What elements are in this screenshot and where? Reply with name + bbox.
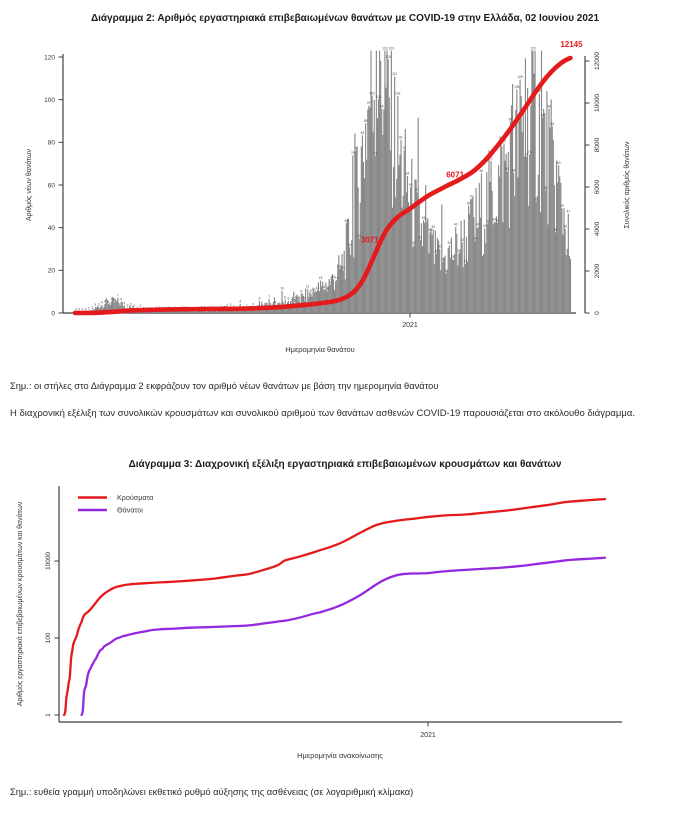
- paragraph-intro-chart3: Η διαχρονική εξέλιξη των συνολικών κρουσμάτων και συνολικού αριθμού των θανάτων ασθενών COVID-19 παρουσιάζεται στο ακόλουθο διάγραμμα.: [10, 408, 636, 419]
- svg-text:40: 40: [476, 222, 480, 227]
- svg-text:1: 1: [194, 307, 196, 312]
- svg-text:15: 15: [318, 276, 323, 281]
- svg-text:1: 1: [162, 307, 164, 311]
- svg-text:6: 6: [303, 296, 306, 301]
- svg-text:1: 1: [155, 306, 158, 311]
- svg-text:0: 0: [78, 307, 81, 312]
- svg-text:3: 3: [94, 302, 97, 307]
- svg-text:89: 89: [363, 118, 368, 123]
- svg-text:4: 4: [104, 299, 106, 304]
- svg-text:5: 5: [293, 298, 296, 303]
- svg-text:10000: 10000: [45, 551, 52, 571]
- svg-text:2: 2: [223, 305, 225, 310]
- svg-text:6: 6: [297, 296, 299, 301]
- svg-text:20: 20: [47, 267, 55, 275]
- note-chart3: Σημ.: ευθεία γραμμή υποδηλώνει εκθετικό ρυθμό αύξησης της ασθένειας (σε λογαριθμική κλίμακα): [10, 787, 414, 797]
- svg-text:10: 10: [280, 286, 284, 291]
- svg-text:Συνολικός αριθμός θανάτων: Συνολικός αριθμός θανάτων: [624, 141, 631, 229]
- svg-text:15: 15: [334, 275, 339, 280]
- svg-text:28: 28: [434, 249, 439, 254]
- svg-text:34: 34: [418, 235, 423, 240]
- svg-text:1: 1: [178, 306, 180, 311]
- svg-text:Ημερομηνία θανάτου: Ημερομηνία θανάτου: [285, 345, 355, 354]
- svg-text:19: 19: [444, 269, 448, 274]
- svg-text:111: 111: [392, 72, 398, 77]
- svg-text:40: 40: [47, 224, 55, 232]
- svg-text:3: 3: [252, 302, 254, 307]
- svg-text:1: 1: [165, 306, 168, 311]
- svg-text:74: 74: [351, 151, 355, 156]
- svg-text:64: 64: [405, 171, 410, 176]
- svg-text:42: 42: [495, 218, 500, 223]
- svg-text:0: 0: [51, 310, 55, 318]
- svg-text:32: 32: [412, 240, 416, 245]
- svg-text:76: 76: [402, 146, 406, 150]
- svg-text:1: 1: [45, 713, 52, 717]
- svg-text:100: 100: [44, 96, 55, 104]
- svg-text:0: 0: [81, 307, 84, 312]
- svg-text:38: 38: [428, 228, 432, 233]
- svg-text:69: 69: [556, 161, 561, 166]
- svg-text:Αριθμός νέων θανάτων: Αριθμός νέων θανάτων: [26, 149, 33, 221]
- svg-text:34: 34: [473, 236, 477, 241]
- svg-text:1: 1: [152, 307, 155, 312]
- svg-text:1: 1: [213, 305, 216, 310]
- svg-text:1: 1: [255, 305, 258, 310]
- svg-text:4: 4: [107, 299, 110, 304]
- svg-text:1: 1: [158, 306, 161, 310]
- svg-text:2: 2: [242, 305, 245, 310]
- svg-text:2021: 2021: [420, 732, 436, 739]
- svg-text:81: 81: [498, 136, 503, 140]
- svg-text:12000: 12000: [594, 51, 601, 71]
- svg-text:2: 2: [139, 303, 142, 308]
- svg-text:35: 35: [357, 234, 361, 239]
- svg-text:102: 102: [369, 91, 375, 96]
- svg-text:1: 1: [210, 305, 213, 310]
- svg-text:21: 21: [338, 264, 342, 269]
- svg-text:80: 80: [47, 139, 55, 147]
- svg-text:2: 2: [133, 303, 135, 308]
- svg-text:5: 5: [120, 297, 122, 302]
- svg-text:4: 4: [274, 300, 277, 305]
- svg-text:5: 5: [290, 298, 293, 303]
- svg-text:59: 59: [408, 182, 413, 187]
- svg-text:6: 6: [258, 296, 261, 301]
- svg-text:Ημερομηνία ανακοίνωσης: Ημερομηνία ανακοίνωσης: [297, 751, 383, 760]
- svg-text:2: 2: [245, 304, 248, 309]
- svg-text:43: 43: [492, 217, 497, 222]
- svg-text:92: 92: [540, 113, 545, 118]
- svg-text:76: 76: [354, 146, 358, 151]
- svg-text:11: 11: [306, 284, 310, 289]
- svg-text:6000: 6000: [594, 179, 601, 195]
- svg-text:3: 3: [265, 302, 267, 307]
- svg-text:7: 7: [268, 294, 270, 299]
- svg-text:39: 39: [431, 224, 435, 229]
- svg-text:1: 1: [181, 305, 184, 310]
- chart2-title: Διάγραμμα 2: Αριθμός εργαστηριακά επιβεβαιωμένων θανάτων με COVID-19 στην Ελλάδα, 02 Ιουνίου 2021: [90, 13, 600, 24]
- svg-text:52: 52: [534, 197, 538, 202]
- svg-text:88: 88: [550, 121, 554, 126]
- svg-text:53: 53: [470, 194, 474, 199]
- svg-text:42: 42: [486, 219, 490, 224]
- svg-text:105: 105: [514, 85, 520, 90]
- svg-text:4: 4: [239, 299, 241, 304]
- svg-text:42: 42: [344, 218, 349, 223]
- svg-text:1: 1: [187, 306, 190, 311]
- svg-text:1: 1: [168, 305, 171, 310]
- svg-text:2: 2: [126, 303, 129, 308]
- svg-text:0: 0: [84, 307, 87, 312]
- svg-text:30: 30: [437, 244, 442, 249]
- svg-text:1: 1: [203, 305, 206, 310]
- svg-text:1: 1: [236, 306, 238, 310]
- svg-text:74: 74: [527, 150, 532, 154]
- svg-text:3: 3: [229, 303, 232, 307]
- svg-text:73: 73: [524, 152, 529, 157]
- svg-text:109: 109: [517, 75, 523, 80]
- svg-text:0: 0: [594, 311, 601, 315]
- svg-text:Αριθμός εργαστηριακά επιβεβαιω: Αριθμός εργαστηριακά επιβεβαιωμένων κρουσμάτων και θανάτων: [17, 501, 24, 707]
- svg-text:2: 2: [261, 304, 264, 309]
- svg-text:95: 95: [521, 106, 526, 111]
- svg-text:90: 90: [508, 117, 513, 122]
- svg-text:2: 2: [219, 304, 222, 309]
- svg-text:119: 119: [385, 54, 391, 59]
- svg-text:1: 1: [174, 306, 177, 310]
- svg-text:74: 74: [373, 151, 378, 156]
- svg-text:1: 1: [142, 306, 145, 311]
- svg-text:81: 81: [399, 135, 403, 140]
- svg-text:11: 11: [315, 285, 320, 290]
- svg-text:1: 1: [191, 307, 193, 312]
- svg-text:25: 25: [450, 255, 455, 260]
- svg-text:71: 71: [489, 156, 493, 161]
- svg-text:97: 97: [367, 101, 371, 106]
- chart3-title: Διάγραμμα 3: Διαχρονική εξέλιξη εργαστηριακά επιβεβαιωμένων κρουσμάτων και θανάτων: [128, 459, 562, 470]
- svg-text:5: 5: [110, 297, 113, 301]
- svg-text:1: 1: [149, 306, 151, 311]
- svg-text:Θάνατοι: Θάνατοι: [117, 505, 143, 515]
- svg-text:2: 2: [248, 305, 251, 310]
- svg-text:50: 50: [466, 201, 471, 206]
- svg-text:96: 96: [379, 104, 384, 109]
- svg-text:1: 1: [171, 306, 174, 311]
- svg-text:3: 3: [129, 302, 132, 307]
- svg-text:96: 96: [547, 104, 551, 109]
- svg-text:100: 100: [375, 94, 382, 99]
- svg-text:6: 6: [287, 296, 290, 301]
- svg-text:123: 123: [382, 46, 388, 51]
- svg-text:38: 38: [553, 228, 558, 233]
- svg-text:123: 123: [530, 46, 536, 51]
- svg-text:57: 57: [415, 188, 419, 192]
- svg-text:100: 100: [45, 632, 52, 644]
- svg-text:0: 0: [75, 307, 77, 312]
- svg-text:2: 2: [232, 304, 235, 309]
- svg-text:4000: 4000: [594, 221, 601, 237]
- svg-text:1: 1: [207, 306, 209, 310]
- svg-text:9: 9: [310, 289, 312, 294]
- svg-text:1: 1: [146, 306, 148, 311]
- svg-text:1: 1: [91, 306, 94, 311]
- svg-text:40: 40: [482, 224, 487, 229]
- svg-text:58: 58: [544, 186, 548, 190]
- svg-text:3: 3: [97, 302, 100, 307]
- svg-text:43: 43: [421, 216, 426, 220]
- svg-text:28: 28: [457, 249, 461, 254]
- svg-text:31: 31: [347, 242, 352, 247]
- svg-text:11: 11: [322, 285, 326, 289]
- svg-text:7: 7: [117, 293, 119, 298]
- svg-text:24: 24: [441, 257, 445, 262]
- svg-text:40: 40: [453, 222, 458, 227]
- svg-text:1: 1: [136, 305, 139, 310]
- svg-text:102: 102: [395, 91, 401, 96]
- svg-text:16: 16: [331, 274, 336, 279]
- svg-text:49: 49: [560, 204, 564, 209]
- svg-text:6: 6: [284, 295, 287, 300]
- svg-text:2: 2: [226, 303, 229, 308]
- svg-text:1: 1: [216, 305, 219, 310]
- svg-text:47: 47: [566, 209, 571, 214]
- svg-text:2: 2: [271, 303, 274, 308]
- svg-text:23: 23: [463, 259, 468, 264]
- chart-cumulative-log-lines: [0, 480, 690, 780]
- svg-text:8000: 8000: [594, 137, 601, 153]
- svg-text:4: 4: [100, 300, 103, 305]
- svg-text:3071: 3071: [360, 235, 379, 245]
- svg-text:1: 1: [88, 306, 90, 311]
- svg-text:120: 120: [44, 54, 55, 62]
- svg-text:80: 80: [502, 139, 506, 143]
- svg-text:39: 39: [563, 224, 567, 229]
- svg-text:5: 5: [113, 298, 116, 303]
- svg-text:66: 66: [511, 168, 516, 173]
- svg-text:4: 4: [123, 300, 126, 305]
- svg-text:10000: 10000: [594, 93, 601, 113]
- svg-text:3: 3: [277, 302, 280, 307]
- note-chart2: Σημ.: οι στήλες στο Διάγραμμα 2 εκφράζουν τον αριθμό νέων θανάτων με βάση την ημερομηνία θανάτου: [10, 381, 439, 391]
- svg-text:10: 10: [325, 287, 329, 292]
- svg-text:43: 43: [424, 217, 429, 222]
- svg-text:20: 20: [341, 266, 345, 271]
- svg-text:66: 66: [505, 167, 509, 172]
- svg-text:2: 2: [184, 305, 187, 310]
- svg-text:60: 60: [47, 182, 55, 190]
- svg-text:Κρούσματα: Κρούσματα: [117, 493, 154, 503]
- svg-text:33: 33: [460, 238, 464, 242]
- svg-text:9: 9: [300, 289, 303, 294]
- svg-text:1: 1: [197, 306, 200, 311]
- svg-text:6071: 6071: [446, 170, 465, 180]
- svg-text:13: 13: [328, 280, 332, 285]
- svg-text:2000: 2000: [594, 263, 601, 279]
- svg-text:10: 10: [312, 287, 316, 292]
- chart-daily-deaths-histogram: [0, 0, 690, 378]
- svg-text:123: 123: [388, 46, 395, 51]
- svg-text:12145: 12145: [560, 40, 583, 49]
- svg-text:32: 32: [447, 241, 452, 246]
- svg-text:1: 1: [200, 305, 203, 310]
- svg-text:103: 103: [536, 89, 542, 94]
- svg-text:65: 65: [479, 169, 484, 173]
- svg-text:83: 83: [360, 131, 365, 135]
- svg-text:2021: 2021: [402, 322, 418, 329]
